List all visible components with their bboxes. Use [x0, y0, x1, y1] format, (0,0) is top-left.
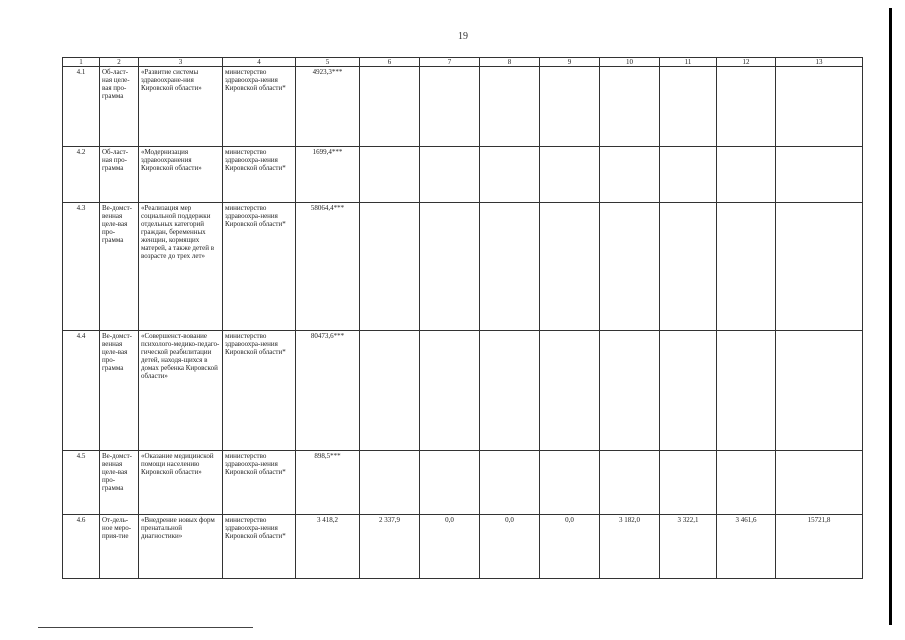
row-value [480, 203, 540, 331]
column-header: 11 [660, 58, 717, 67]
row-value [420, 451, 480, 515]
row-value [717, 67, 776, 147]
row-executor: министерство здравоохра-нения Кировской области* [223, 515, 296, 579]
row-value [360, 147, 420, 203]
table-row [63, 147, 863, 203]
row-value: 2 337,9 [360, 515, 420, 579]
row-value [776, 147, 863, 203]
row-value [660, 451, 717, 515]
row-value [420, 203, 480, 331]
row-executor: министерство здравоохра-нения Кировской области* [223, 203, 296, 331]
row-executor: министерство здравоохра-нения Кировской области* [223, 451, 296, 515]
row-value [360, 67, 420, 147]
row-type: Об-ласт-ная про-грамма [100, 147, 139, 203]
table-row [63, 203, 863, 331]
row-value: 0,0 [480, 515, 540, 579]
row-value [776, 331, 863, 451]
row-type: От-дель-ное меро-прия-тие [100, 515, 139, 579]
column-header: 7 [420, 58, 480, 67]
row-executor: министерство здравоохра-нения Кировской области* [223, 331, 296, 451]
row-value [717, 331, 776, 451]
row-executor: министерство здравоохра-нения Кировской области* [223, 147, 296, 203]
row-program-name: «Развитие системы здравоохране-ния Кировской области» [139, 67, 223, 147]
row-value [540, 331, 600, 451]
row-value [600, 147, 660, 203]
row-value: 0,0 [420, 515, 480, 579]
page-edge-bar [889, 8, 892, 625]
row-value [660, 147, 717, 203]
table-row [63, 67, 863, 147]
row-value: 3 322,1 [660, 515, 717, 579]
row-value [420, 147, 480, 203]
table-row [63, 515, 863, 579]
page-number: 19 [458, 31, 468, 42]
column-header: 3 [139, 58, 223, 67]
row-value [600, 451, 660, 515]
column-header: 4 [223, 58, 296, 67]
row-value [540, 451, 600, 515]
row-amount: 3 418,2 [296, 515, 360, 579]
row-program-name: «Оказание медицинской помощи населению Кировской области» [139, 451, 223, 515]
row-value [540, 203, 600, 331]
row-value [480, 451, 540, 515]
header-row [63, 58, 863, 67]
row-number: 4.2 [63, 147, 100, 203]
row-number: 4.4 [63, 331, 100, 451]
row-value [360, 203, 420, 331]
row-value [660, 331, 717, 451]
row-amount: 898,5*** [296, 451, 360, 515]
row-executor: министерство здравоохра-нения Кировской области* [223, 67, 296, 147]
row-value: 0,0 [540, 515, 600, 579]
column-header: 9 [540, 58, 600, 67]
row-program-name: «Реализация мер социальной поддержки отдельных категорий граждан, беременных женщин, кормящих матерей, а также детей в возрасте до трех лет» [139, 203, 223, 331]
row-value [600, 67, 660, 147]
row-value [717, 203, 776, 331]
row-value [540, 67, 600, 147]
row-value [420, 67, 480, 147]
row-type: Ве-домст-венная целе-вая про-грамма [100, 451, 139, 515]
row-number: 4.3 [63, 203, 100, 331]
row-value [717, 147, 776, 203]
row-value: 3 461,6 [717, 515, 776, 579]
row-amount: 4923,3*** [296, 67, 360, 147]
row-value [600, 331, 660, 451]
column-header: 6 [360, 58, 420, 67]
program-table [62, 57, 863, 579]
row-type: Ве-домст-венная целе-вая про-грамма [100, 331, 139, 451]
row-value [540, 147, 600, 203]
row-value: 15721,8 [776, 515, 863, 579]
row-value [360, 451, 420, 515]
table-row [63, 451, 863, 515]
row-value [420, 331, 480, 451]
row-value [776, 67, 863, 147]
row-value [660, 67, 717, 147]
row-amount: 1699,4*** [296, 147, 360, 203]
row-value [660, 203, 717, 331]
column-header: 10 [600, 58, 660, 67]
row-amount: 58064,4*** [296, 203, 360, 331]
row-number: 4.5 [63, 451, 100, 515]
column-header: 2 [100, 58, 139, 67]
row-value [776, 451, 863, 515]
row-number: 4.6 [63, 515, 100, 579]
row-value [600, 203, 660, 331]
column-header: 1 [63, 58, 100, 67]
row-value [480, 67, 540, 147]
footnote-separator [38, 627, 253, 628]
row-program-name: «Модернизация здравоохранения Кировской области» [139, 147, 223, 203]
row-value [480, 147, 540, 203]
row-program-name: «Совершенст-вование психолого-медико-педаго-гической реабилитации детей, находя-щихся в домах ребенка Кировской области» [139, 331, 223, 451]
row-type: Ве-домст-венная целе-вая про-грамма [100, 203, 139, 331]
row-value [717, 451, 776, 515]
column-header: 13 [776, 58, 863, 67]
column-header: 5 [296, 58, 360, 67]
row-amount: 80473,6*** [296, 331, 360, 451]
column-header: 8 [480, 58, 540, 67]
row-value [360, 331, 420, 451]
table-row [63, 331, 863, 451]
row-type: Об-ласт-ная целе-вая про-грамма [100, 67, 139, 147]
row-program-name: «Внедрение новых форм пренатальной диагностики» [139, 515, 223, 579]
row-value [776, 203, 863, 331]
row-number: 4.1 [63, 67, 100, 147]
row-value [480, 331, 540, 451]
column-header: 12 [717, 58, 776, 67]
row-value: 3 182,0 [600, 515, 660, 579]
